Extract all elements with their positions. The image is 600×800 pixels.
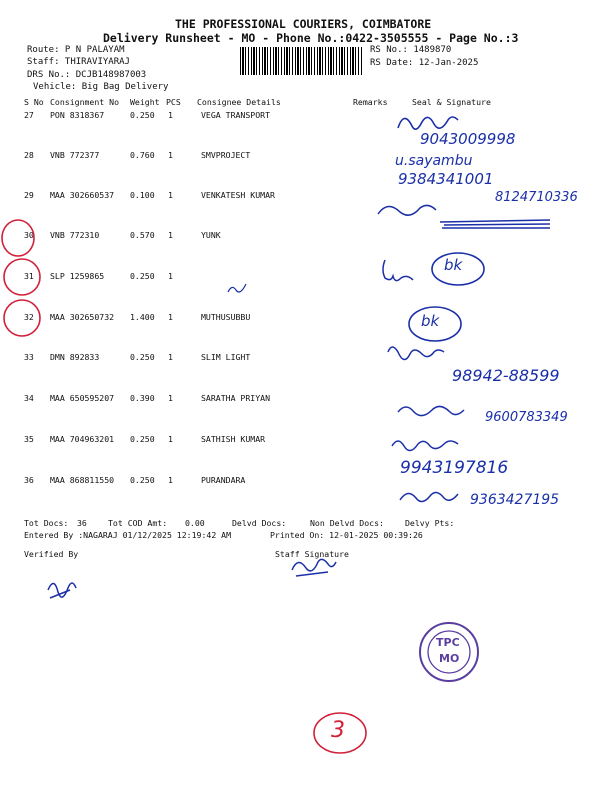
row-pcs: 1 xyxy=(168,230,173,240)
company-title: THE PROFESSIONAL COURIERS, COIMBATORE xyxy=(175,17,432,31)
signature-r35 xyxy=(392,441,458,451)
scribble-r30 xyxy=(440,220,550,228)
col-seal-signature: Seal & Signature xyxy=(412,97,491,107)
red-circle-r30 xyxy=(2,220,34,256)
row-consignment: MAA 302660537 xyxy=(50,190,115,200)
signature-r33 xyxy=(388,347,444,360)
row-pcs: 1 xyxy=(168,434,173,444)
runsheet-subtitle: Delivery Runsheet - MO - Phone No.:0422-3505555 - Page No.:3 xyxy=(103,31,519,45)
row-pcs: 1 xyxy=(168,475,173,485)
row-sno: 28 xyxy=(24,150,34,160)
row-pcs: 1 xyxy=(168,393,173,403)
handwritten-phone-r36: 9363427195 xyxy=(470,492,560,508)
row-pcs: 1 xyxy=(168,190,173,200)
row-pcs: 1 xyxy=(168,271,173,281)
row-weight: 0.390 xyxy=(130,393,155,403)
handwritten-phone-r28: 9384341001 xyxy=(398,170,494,188)
row-consignment: MAA 650595207 xyxy=(50,393,115,403)
tot-docs-value: 36 xyxy=(77,518,87,528)
tot-docs-label: Tot Docs: xyxy=(24,518,69,528)
row-sno: 31 xyxy=(24,271,34,281)
signature-r31 xyxy=(383,260,413,281)
signature-r27 xyxy=(398,117,458,129)
row-weight: 0.250 xyxy=(130,352,155,362)
entered-by: Entered By :NAGARAJ 01/12/2025 12:19:42 AM xyxy=(24,530,232,540)
rs-number: RS No.: 1489870 xyxy=(370,45,452,55)
row-consignment: MAA 868811550 xyxy=(50,475,115,485)
page-mark: 3 xyxy=(331,718,345,743)
row-pcs: 1 xyxy=(168,352,173,362)
handwritten-phone-r29: 8124710336 xyxy=(495,190,578,205)
row-consignee: VENKATESH KUMAR xyxy=(201,190,275,200)
tick-r31 xyxy=(228,284,246,292)
stamp-line2: MO xyxy=(439,652,460,665)
row-consignee: YUNK xyxy=(201,230,221,240)
row-weight: 0.570 xyxy=(130,230,155,240)
row-consignment: DMN 892833 xyxy=(50,352,100,362)
non-delvd-docs-label: Non Delvd Docs: xyxy=(310,518,384,528)
printed-on: Printed On: 12-01-2025 00:39:26 xyxy=(270,530,423,540)
row-consignment: MAA 302650732 xyxy=(50,312,115,322)
signature-r36 xyxy=(400,492,458,501)
col-sno: S No xyxy=(24,97,44,107)
delvd-docs-label: Delvd Docs: xyxy=(232,518,287,528)
row-consignment: SLP 1259865 xyxy=(50,271,105,281)
row-weight: 0.760 xyxy=(130,150,155,160)
col-remarks: Remarks xyxy=(353,97,388,107)
row-sno: 33 xyxy=(24,352,34,362)
row-pcs: 1 xyxy=(168,150,173,160)
row-consignee: SATHISH KUMAR xyxy=(201,434,266,444)
row-weight: 0.100 xyxy=(130,190,155,200)
rs-date: RS Date: 12-Jan-2025 xyxy=(370,58,479,68)
col-consignee: Consignee Details xyxy=(197,97,281,107)
tot-cod-label: Tot COD Amt: xyxy=(108,518,168,528)
row-consignee: PURANDARA xyxy=(201,475,246,485)
row-consignment: VNB 772310 xyxy=(50,230,100,240)
row-weight: 0.250 xyxy=(130,434,155,444)
handwritten-phone-r27: 9043009998 xyxy=(420,130,516,148)
handwritten-name-r28: u.sayambu xyxy=(395,153,473,169)
tot-cod-value: 0.00 xyxy=(185,518,205,528)
staff-label: Staff: THIRAVIYARAJ xyxy=(27,57,130,67)
red-circle-r31 xyxy=(4,259,40,295)
col-consignment: Consignment No xyxy=(50,97,120,107)
row-sno: 32 xyxy=(24,312,34,322)
vehicle-label: Vehicle: Big Bag Delivery xyxy=(33,82,169,92)
handwritten-phone-r35: 9943197816 xyxy=(400,458,509,478)
row-consignee: VEGA TRANSPORT xyxy=(201,110,271,120)
signature-r34 xyxy=(398,406,464,415)
row-weight: 1.400 xyxy=(130,312,155,322)
row-sno: 27 xyxy=(24,110,34,120)
drs-label: DRS No.: DCJB148987003 xyxy=(27,70,147,80)
scribble-r29 xyxy=(378,205,436,215)
row-weight: 0.250 xyxy=(130,110,155,120)
row-sno: 34 xyxy=(24,393,34,403)
row-pcs: 1 xyxy=(168,312,173,322)
row-weight: 0.250 xyxy=(130,475,155,485)
handwritten-bk-r31: bk xyxy=(444,256,463,274)
row-consignee: MUTHUSUBBU xyxy=(201,312,251,322)
row-sno: 35 xyxy=(24,434,34,444)
row-sno: 30 xyxy=(24,230,34,240)
red-circle-r32 xyxy=(4,300,40,336)
stamp-line1: TPC xyxy=(436,636,460,649)
staff-signature-label: Staff Signature xyxy=(275,549,349,559)
row-consignment: MAA 704963201 xyxy=(50,434,115,444)
col-weight: Weight xyxy=(130,97,160,107)
row-consignment: VNB 772377 xyxy=(50,150,100,160)
handwritten-phone-r33: 98942-88599 xyxy=(452,366,560,385)
delvy-pts-label: Delvy Pts: xyxy=(405,518,455,528)
verified-signature xyxy=(48,583,76,598)
route-label: Route: P N PALAYAM xyxy=(27,45,125,55)
row-consignee: SARATHA PRIYAN xyxy=(201,393,271,403)
row-weight: 0.250 xyxy=(130,271,155,281)
verified-by-label: Verified By xyxy=(24,549,79,559)
row-consignee: SMVPROJECT xyxy=(201,150,251,160)
row-pcs: 1 xyxy=(168,110,173,120)
row-consignment: PON 8318367 xyxy=(50,110,105,120)
row-consignee: SLIM LIGHT xyxy=(201,352,251,362)
handwritten-bk-r32: bk xyxy=(421,312,440,330)
row-sno: 36 xyxy=(24,475,34,485)
staff-signature-scribble xyxy=(292,559,336,576)
handwritten-phone-r34: 9600783349 xyxy=(485,410,568,425)
col-pcs: PCS xyxy=(166,97,181,107)
row-sno: 29 xyxy=(24,190,34,200)
